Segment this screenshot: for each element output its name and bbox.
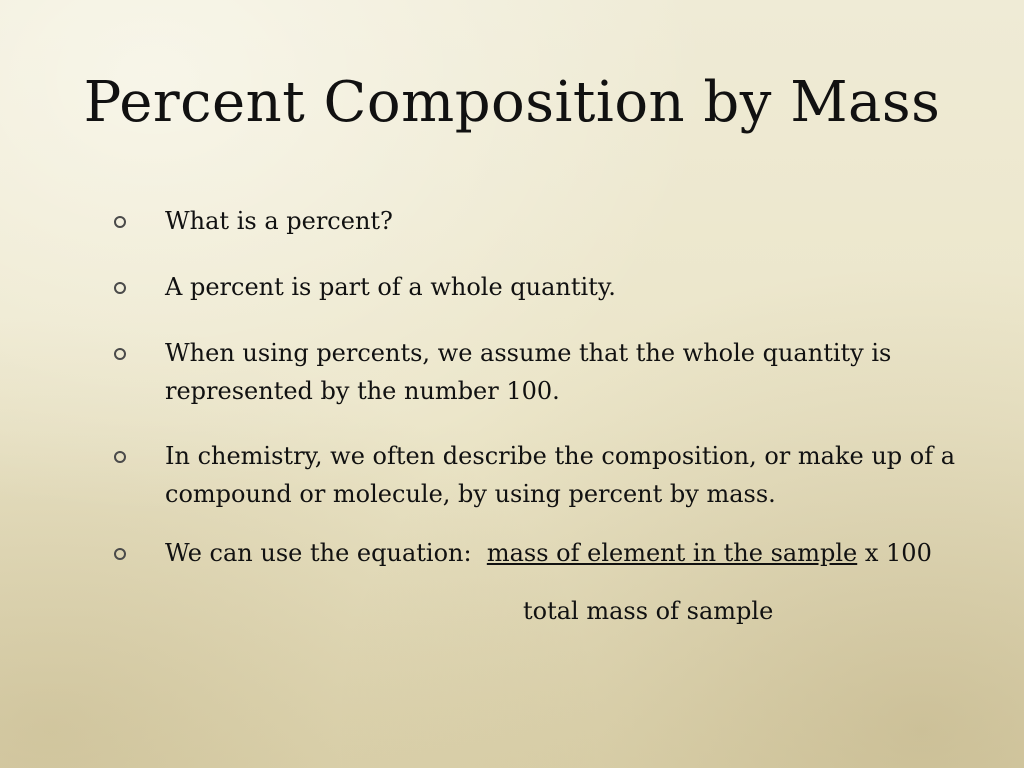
equation-multiplier: x 100 [864, 539, 932, 567]
equation-intro: We can use the equation: [165, 539, 472, 567]
bullet-circle-icon [114, 451, 126, 463]
bullet-item [165, 437, 985, 513]
equation-denominator: total mass of sample [523, 597, 774, 625]
bullet-text: A percent is part of a whole quantity. [165, 273, 616, 301]
equation-bullet [165, 534, 985, 572]
bullet-text: What is a percent? [165, 207, 393, 235]
bullet-circle-icon [114, 348, 126, 360]
slide-title: Percent Composition by Mass [83, 70, 941, 135]
bullet-circle-icon [114, 216, 126, 228]
bullet-item [165, 268, 985, 306]
equation-numerator: mass of element in the sample [486, 539, 858, 567]
bullet-item [165, 202, 985, 240]
bullet-item [165, 334, 985, 410]
bullet-circle-icon [114, 548, 126, 560]
bullet-circle-icon [114, 282, 126, 294]
bullet-text: In chemistry, we often describe the composition, or make up of a compound or molecule, by using percent by mass. [165, 442, 956, 508]
bullet-text: When using percents, we assume that the whole quantity is represented by the number 100. [165, 339, 892, 405]
